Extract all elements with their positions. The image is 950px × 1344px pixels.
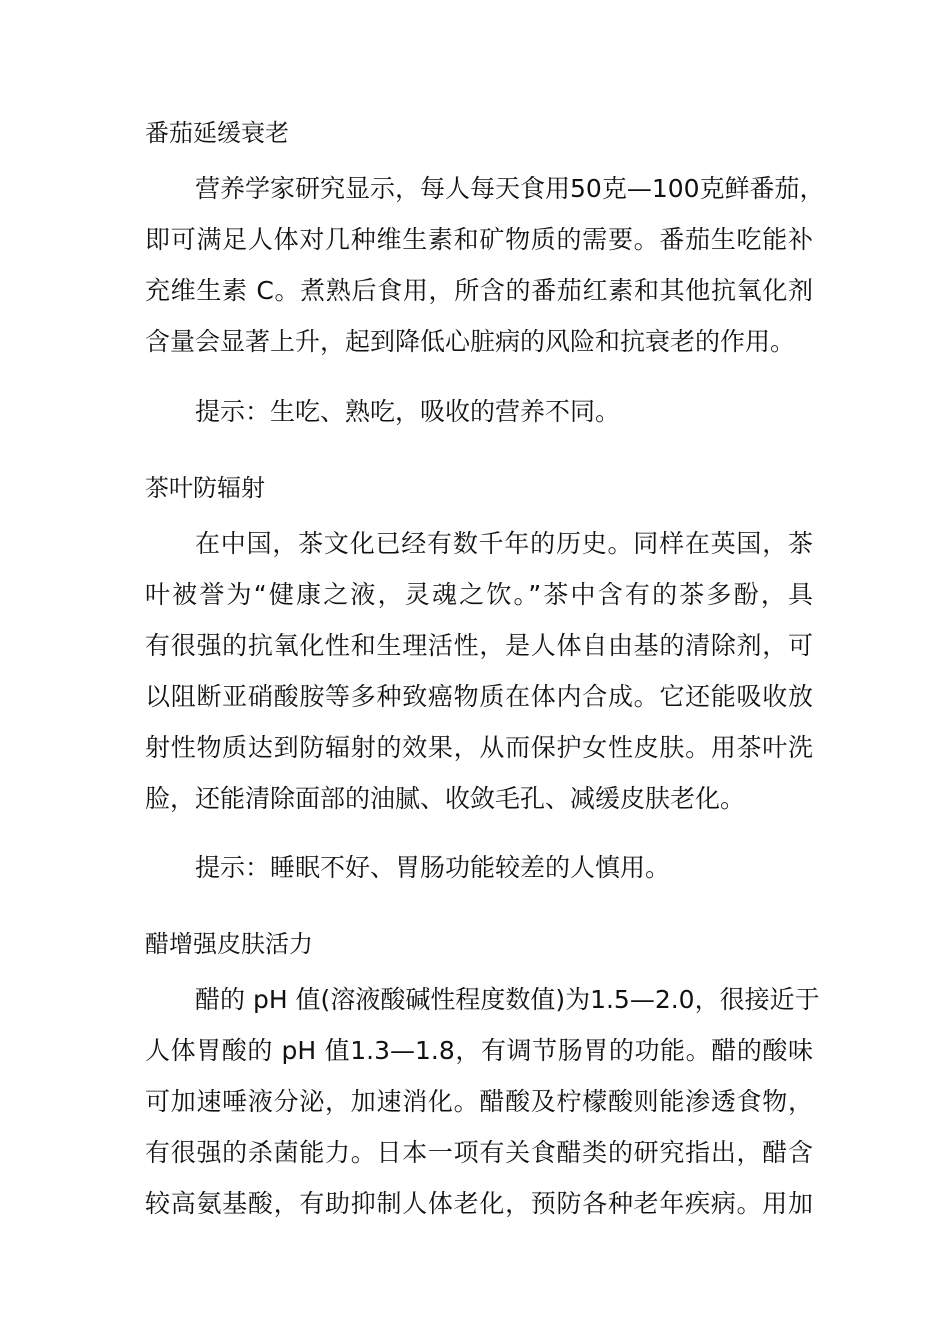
- paragraph-tea: [145, 518, 813, 824]
- paragraph-line: 醋的 pH 值(溶液酸碱性程度数值)为1.5—2.0，很接近于: [195, 985, 820, 1014]
- section-title-tea: 茶叶防辐射: [145, 474, 265, 502]
- paragraph-line: 即可满足人体对几种维生素和矿物质的需要。番茄生吃能补: [145, 225, 813, 254]
- paragraph-line: 射性物质达到防辐射的效果，从而保护女性皮肤。用茶叶洗: [145, 733, 813, 762]
- paragraph-line: 叶被誉为“健康之液，灵魂之饮。”茶中含有的茶多酚，具: [145, 580, 813, 609]
- paragraph-line: 脸，还能清除面部的油腻、收敛毛孔、减缓皮肤老化。: [145, 784, 746, 813]
- paragraph-line: 人体胃酸的 pH 值1.3—1.8，有调节肠胃的功能。醋的酸味: [145, 1036, 813, 1065]
- paragraph-vinegar: [145, 974, 820, 1229]
- paragraph-line: 以阻断亚硝酸胺等多种致癌物质在体内合成。它还能吸收放: [145, 682, 813, 711]
- paragraph-tomato: [145, 163, 825, 367]
- paragraph-line: 在中国，茶文化已经有数千年的历史。同样在英国，茶: [195, 529, 813, 558]
- section-title-vinegar: 醋增强皮肤活力: [145, 930, 313, 958]
- paragraph-line: 含量会显著上升，起到降低心脏病的风险和抗衰老的作用。: [145, 327, 796, 356]
- section-title-tomato: 番茄延缓衰老: [145, 119, 289, 147]
- paragraph-line: 营养学家研究显示，每人每天食用50克—100克鲜番茄，: [195, 174, 825, 203]
- tip-tea: 提示：睡眠不好、胃肠功能较差的人慎用。: [195, 853, 671, 882]
- paragraph-line: 充维生素 C。煮熟后食用，所含的番茄红素和其他抗氧化剂: [145, 276, 813, 305]
- tip-tomato: 提示：生吃、熟吃，吸收的营养不同。: [195, 397, 621, 426]
- paragraph-line: 有很强的抗氧化性和生理活性，是人体自由基的清除剂，可: [145, 631, 813, 660]
- paragraph-line: 可加速唾液分泌，加速消化。醋酸及柠檬酸则能渗透食物，: [145, 1087, 813, 1116]
- paragraph-line: 有很强的杀菌能力。日本一项有关食醋类的研究指出，醋含: [145, 1138, 813, 1167]
- paragraph-line: 较高氨基酸，有助抑制人体老化，预防各种老年疾病。用加: [145, 1189, 813, 1218]
